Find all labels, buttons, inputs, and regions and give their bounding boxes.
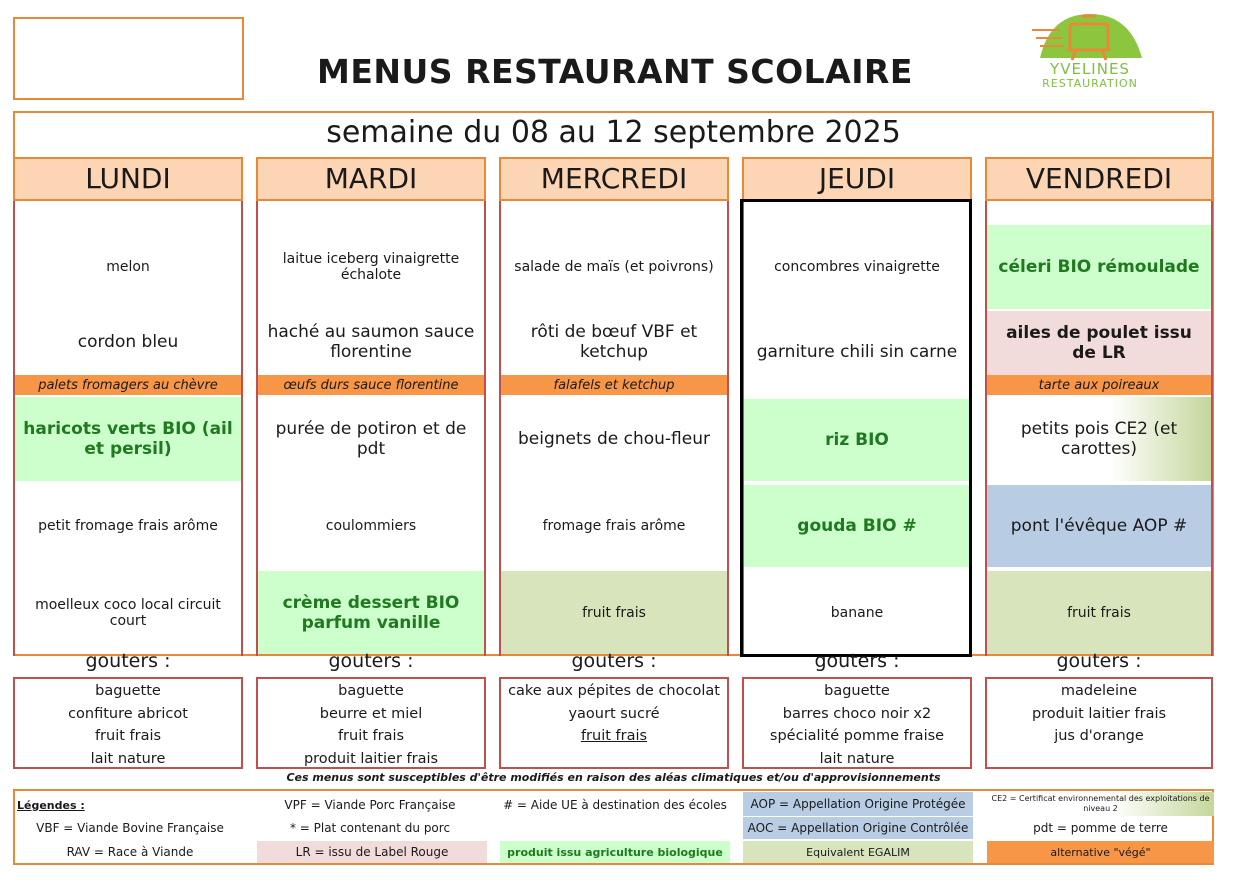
fromage-mercredi: fromage frais arôme: [542, 518, 686, 534]
gouter-item: confiture abricot: [68, 705, 188, 722]
legend-pdt: pdt = pomme de terre: [1033, 821, 1168, 835]
legend-vbf: VBF = Viande Bovine Française: [36, 821, 224, 835]
legend-porc: * = Plat contenant du porc: [289, 821, 451, 835]
gouter-item: produit laitier frais: [303, 750, 439, 767]
legend-rav: RAV = Race à Viande: [66, 845, 194, 859]
gouter-item: spécialité pomme fraise: [769, 728, 945, 744]
gouter-label-vendredi: gouters :: [1056, 650, 1142, 672]
plat-vendredi: ailes de poulet issu de LR: [987, 311, 1211, 375]
gouter-box-lundi: [13, 677, 243, 769]
logo-text-yvelines: YVELINES: [1050, 60, 1130, 78]
dessert-vendredi: fruit frais: [987, 571, 1211, 654]
gouter-label-jeudi: gouters :: [814, 650, 900, 672]
dessert-lundi: moelleux coco local circuit court: [35, 596, 221, 629]
fromage-jeudi: gouda BIO #: [744, 485, 970, 567]
gouter-item: lait nature: [819, 750, 895, 767]
entree-jeudi: concombres vinaigrette: [774, 259, 940, 275]
gouter-item: beurre et miel: [319, 705, 423, 722]
alternative-vendredi: tarte aux poireaux: [987, 375, 1211, 395]
legend-aop: AOP = Appellation Origine Protégée: [743, 792, 973, 816]
disclaimer: Ces menus sont susceptibles d'être modifiés en raison des aléas climatiques et/ou d'approvisionnements: [286, 771, 941, 784]
day-header-lundi: LUNDI: [13, 157, 243, 201]
legend-ue: # = Aide UE à destination des écoles: [503, 798, 727, 812]
gouter-label-mercredi: gouters :: [571, 650, 657, 672]
top-left-empty-box: [13, 17, 244, 100]
legend-lr: LR = issu de Label Rouge: [257, 841, 487, 863]
gouter-item: fruit frais: [94, 728, 162, 744]
legend-ce2: CE2 = Certificat environnemental des exploitations de niveau 2: [987, 792, 1214, 816]
plat-mardi: haché au saumon sauce florentine: [267, 322, 475, 362]
gouter-item: fruit frais: [337, 728, 405, 744]
gouter-box-mercredi: [499, 677, 729, 769]
fromage-mardi: coulommiers: [325, 518, 417, 534]
dessert-jeudi: banane: [830, 604, 884, 621]
gouter-box-jeudi: [742, 677, 972, 769]
day-column-vendredi: [985, 201, 1213, 656]
plat-jeudi: garniture chili sin carne: [756, 342, 958, 362]
jeudi-highlight-frame: [740, 199, 972, 657]
dessert-mardi: crème dessert BIO parfum vanille: [258, 571, 484, 654]
accompagnement-jeudi: riz BIO: [744, 399, 970, 481]
legend-bio: produit issu agriculture biologique: [500, 841, 730, 863]
gouter-label-mardi: gouters :: [328, 650, 414, 672]
yvelines-restauration-logo: [1030, 10, 1150, 92]
day-header-vendredi: VENDREDI: [985, 157, 1213, 201]
logo-text-restauration: RESTAURATION: [1042, 77, 1138, 90]
fromage-vendredi: pont l'évêque AOP #: [987, 485, 1211, 567]
accompagnement-mercredi: beignets de chou-fleur: [518, 429, 710, 449]
entree-mardi: laitue iceberg vinaigrette échalote: [282, 251, 460, 283]
fromage-lundi: petit fromage frais arôme: [38, 518, 218, 534]
legend-title: Légendes :: [17, 798, 85, 812]
accompagnement-vendredi: petits pois CE2 (et carottes): [987, 397, 1211, 481]
day-column-mercredi: [499, 201, 729, 656]
gouter-item: baguette: [338, 683, 404, 699]
gouter-item: baguette: [824, 683, 890, 699]
dessert-mercredi: fruit frais: [501, 571, 727, 654]
legend-veg: alternative "végé": [987, 841, 1214, 863]
gouter-item: barres choco noir x2: [782, 705, 932, 722]
day-header-jeudi: JEUDI: [742, 157, 972, 201]
legend-egalim: Equivalent EGALIM: [743, 841, 973, 863]
gouter-box-vendredi: [985, 677, 1213, 769]
gouter-item: fruit frais: [580, 728, 648, 744]
gouter-item: yaourt sucré: [568, 705, 660, 722]
gouter-item: cake aux pépites de chocolat: [508, 683, 720, 699]
entree-vendredi: céleri BIO rémoulade: [987, 225, 1211, 309]
gouter-item: produit laitier frais: [1031, 705, 1167, 722]
entree-lundi: melon: [106, 259, 150, 275]
page-title: MENUS RESTAURANT SCOLAIRE: [317, 52, 913, 91]
week-title: semaine du 08 au 12 septembre 2025: [326, 115, 901, 150]
legend-vpf: VPF = Viande Porc Française: [284, 798, 456, 812]
day-column-mardi: [256, 201, 486, 656]
gouter-item: lait nature: [90, 750, 166, 767]
alternative-mardi: œufs durs sauce florentine: [258, 375, 484, 395]
plat-lundi: cordon bleu: [77, 332, 179, 352]
alternative-lundi: palets fromagers au chèvre: [15, 375, 241, 395]
gouter-label-lundi: gouters :: [85, 650, 171, 672]
day-column-lundi: [13, 201, 243, 656]
gouter-item: madeleine: [1060, 683, 1138, 699]
legend-aoc: AOC = Appellation Origine Contrôlée: [743, 817, 973, 839]
gouter-box-mardi: [256, 677, 486, 769]
accompagnement-lundi: haricots verts BIO (ail et persil): [15, 397, 241, 481]
day-header-mardi: MARDI: [256, 157, 486, 201]
accompagnement-mardi: purée de potiron et de pdt: [275, 419, 467, 459]
plat-mercredi: rôti de bœuf VBF et ketchup: [530, 322, 698, 362]
gouter-item: jus d'orange: [1054, 728, 1144, 744]
legend-box: [13, 789, 1214, 865]
day-header-mercredi: MERCREDI: [499, 157, 729, 201]
cloche-logo-icon: [1030, 10, 1150, 65]
alternative-mercredi: falafels et ketchup: [501, 375, 727, 395]
gouter-item: baguette: [95, 683, 161, 699]
entree-mercredi: salade de maïs (et poivrons): [514, 259, 714, 275]
